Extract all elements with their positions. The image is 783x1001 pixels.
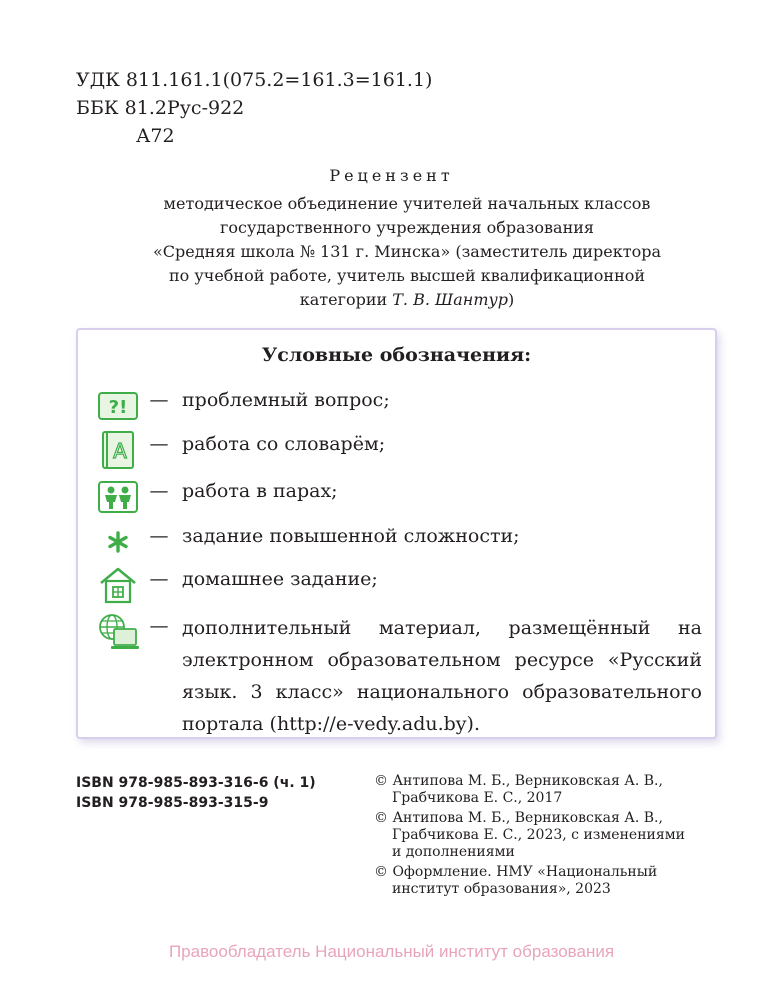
svg-text:A: A [113, 439, 127, 463]
svg-text:?!: ?! [108, 397, 128, 418]
reviewer-line: по учебной работе, учитель высшей квалификационной [168, 266, 646, 285]
isbn-block [76, 773, 316, 813]
legend-item-text: проблемный вопрос; [182, 389, 390, 411]
reviewer-line: государственного учреждения образования [220, 218, 594, 237]
reviewer-line [76, 288, 738, 312]
copyright-line: Грабчикова Е. С., 2023, с изменениями [392, 827, 685, 843]
legend-item-house [96, 565, 702, 605]
legend-item-text: задание повышенной сложности; [182, 525, 520, 547]
copyright-item [374, 773, 744, 807]
bbk-code: ББК 81.2Рус-922 [76, 97, 245, 119]
copyright-item [374, 810, 744, 861]
copyright-line: © Антипова М. Б., Верниковская А. В., [374, 773, 663, 789]
legend-title: Условные обозначения: [261, 344, 532, 366]
copyright-line: и дополнениями [392, 844, 515, 860]
reviewer-line-suffix: ) [508, 290, 515, 309]
isbn-line: ISBN 978-985-893-316-6 (ч. 1) [76, 775, 316, 791]
copyright-line: институт образования», 2023 [392, 881, 611, 897]
legend-item-e-resource [96, 612, 702, 740]
legend-item-text: дополнительный материал, размещённый на электронном образовательном ресурсе «Русский язык. 3 класс» национального образовательного портала (http://e-vedy.adu.by). [182, 617, 702, 735]
legend-dash: — [149, 568, 169, 590]
udk-code: УДК 811.161.1(075.2=161.3=161.1) [76, 69, 433, 91]
dictionary-icon [96, 430, 140, 470]
legend-item-text: работа со словарём; [182, 433, 386, 455]
house-icon [96, 565, 140, 605]
legend-dash: — [149, 615, 169, 637]
reviewer-line: методическое объединение учителей начальных классов [163, 194, 651, 213]
rights-holder-footer: Правообладатель Национальный институт образования [168, 942, 615, 961]
classification-codes [76, 66, 432, 150]
legend-dash: — [149, 389, 169, 411]
isbn-line: ISBN 978-985-893-315-9 [76, 795, 269, 811]
legend-dash: — [149, 525, 169, 547]
asterisk-icon [96, 522, 140, 562]
copyright-line: © Оформление. НМУ «Национальный [374, 864, 658, 880]
author-mark: А72 [136, 125, 175, 147]
copyright-line: Грабчикова Е. С., 2017 [392, 790, 563, 806]
copyright-item [374, 864, 744, 898]
reviewer-line: «Средняя школа № 131 г. Минска» (заместитель директора [153, 242, 661, 261]
legend-item-dictionary [96, 430, 702, 470]
reviewer-name: Т. В. Шантур [392, 290, 509, 309]
legend-item-text: домашнее задание; [182, 568, 378, 590]
legend-item-asterisk [96, 522, 702, 562]
copyright-block [374, 773, 744, 901]
reviewer-line-prefix: категории [299, 290, 393, 309]
copyright-line: © Антипова М. Б., Верниковская А. В., [374, 810, 663, 826]
legend-item-problem-question [96, 386, 702, 426]
legend-box [76, 328, 717, 739]
reviewer-text [76, 192, 738, 312]
legend-item-text: работа в парах; [182, 480, 338, 502]
globe-computer-icon [96, 612, 140, 652]
legend-dash: — [149, 433, 169, 455]
reviewer-title: Рецензент [329, 166, 454, 185]
legend-item-pair-work [96, 477, 702, 517]
problem-question-icon [96, 386, 140, 426]
legend-dash: — [149, 480, 169, 502]
pair-work-icon [96, 477, 140, 517]
